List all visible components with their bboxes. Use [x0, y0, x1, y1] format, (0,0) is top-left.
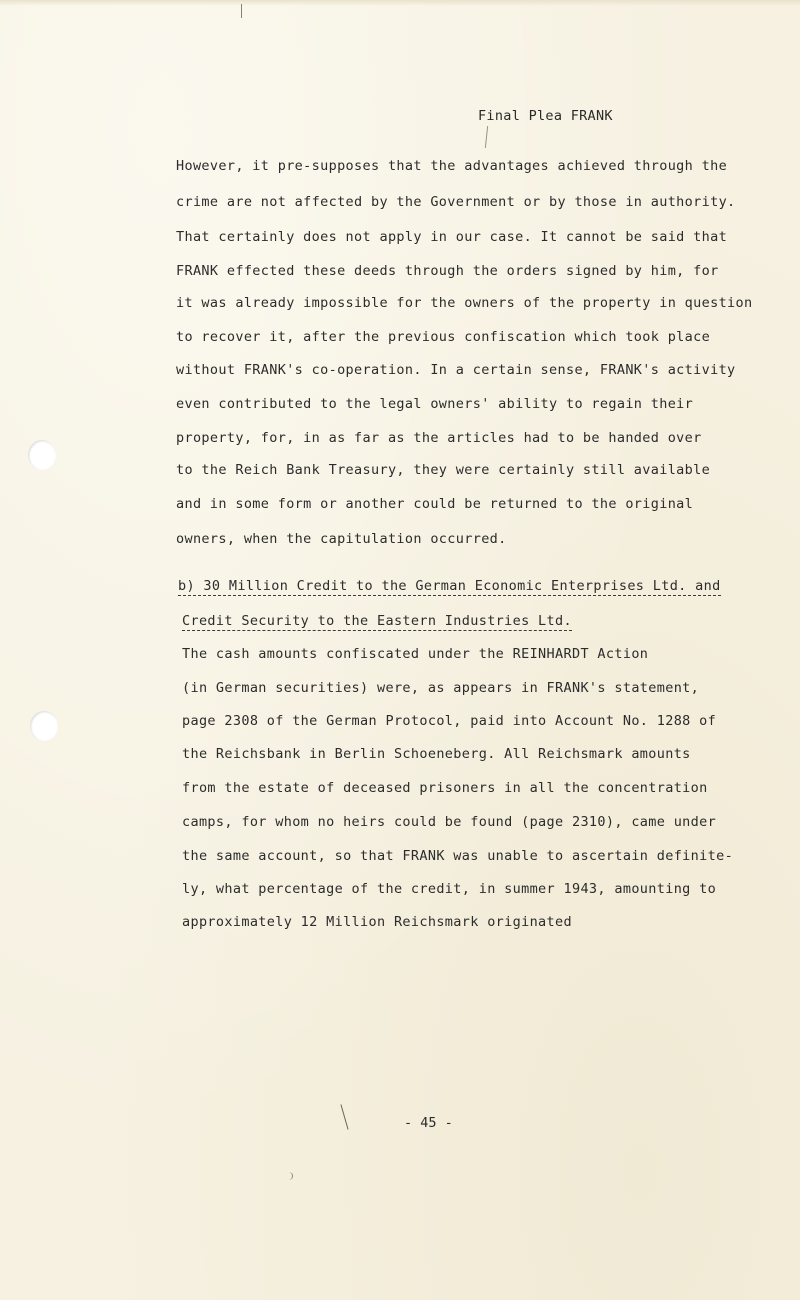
- text-line: page 2308 of the German Protocol, paid into Account No. 1288 of: [182, 713, 717, 729]
- text-line: That certainly does not apply in our case. It cannot be said that: [176, 229, 728, 245]
- text-line: to the Reich Bank Treasury, they were certainly still available: [176, 462, 711, 478]
- pencil-mark: [340, 1104, 348, 1129]
- punch-hole-top: [28, 440, 56, 470]
- text-line: (in German securities) were, as appears in FRANK's statement,: [182, 680, 700, 696]
- text-line: However, it pre-supposes that the advantages achieved through the: [176, 158, 728, 174]
- text-line: the Reichsbank in Berlin Schoeneberg. All Reichsmark amounts: [182, 746, 691, 762]
- section-heading-line: b) 30 Million Credit to the German Economic Enterprises Ltd. and: [178, 578, 721, 594]
- text-line: camps, for whom no heirs could be found (page 2310), came under: [182, 814, 717, 830]
- section-heading-line: Credit Security to the Eastern Industries Ltd.: [182, 613, 572, 629]
- text-line: approximately 12 Million Reichsmark originated: [182, 914, 572, 930]
- page-header: Final Plea FRANK: [478, 108, 613, 124]
- text-line: property, for, in as far as the articles had to be handed over: [176, 430, 702, 446]
- punch-hole-bottom: [30, 711, 58, 741]
- pencil-mark: [289, 1172, 293, 1180]
- text-line: The cash amounts confiscated under the REINHARDT Action: [182, 646, 649, 662]
- text-line: without FRANK's co-operation. In a certain sense, FRANK's activity: [176, 362, 736, 378]
- text-line: from the estate of deceased prisoners in all the concentration: [182, 780, 708, 796]
- text-line: and in some form or another could be returned to the original: [176, 496, 694, 512]
- paper-tick-mark: [241, 4, 242, 18]
- text-line: the same account, so that FRANK was unable to ascertain definite-: [182, 848, 734, 864]
- pencil-mark: [485, 126, 488, 148]
- text-line: crime are not affected by the Government or by those in authority.: [176, 194, 736, 210]
- paper-top-edge: [0, 0, 800, 6]
- text-line: to recover it, after the previous confiscation which took place: [176, 329, 711, 345]
- text-line: ly, what percentage of the credit, in summer 1943, amounting to: [182, 881, 717, 897]
- page-number: - 45 -: [404, 1115, 453, 1131]
- text-line: owners, when the capitulation occurred.: [176, 531, 507, 547]
- text-line: even contributed to the legal owners' ability to regain their: [176, 396, 694, 412]
- text-line: FRANK effected these deeds through the orders signed by him, for: [176, 263, 719, 279]
- text-line: it was already impossible for the owners of the property in question: [176, 295, 753, 311]
